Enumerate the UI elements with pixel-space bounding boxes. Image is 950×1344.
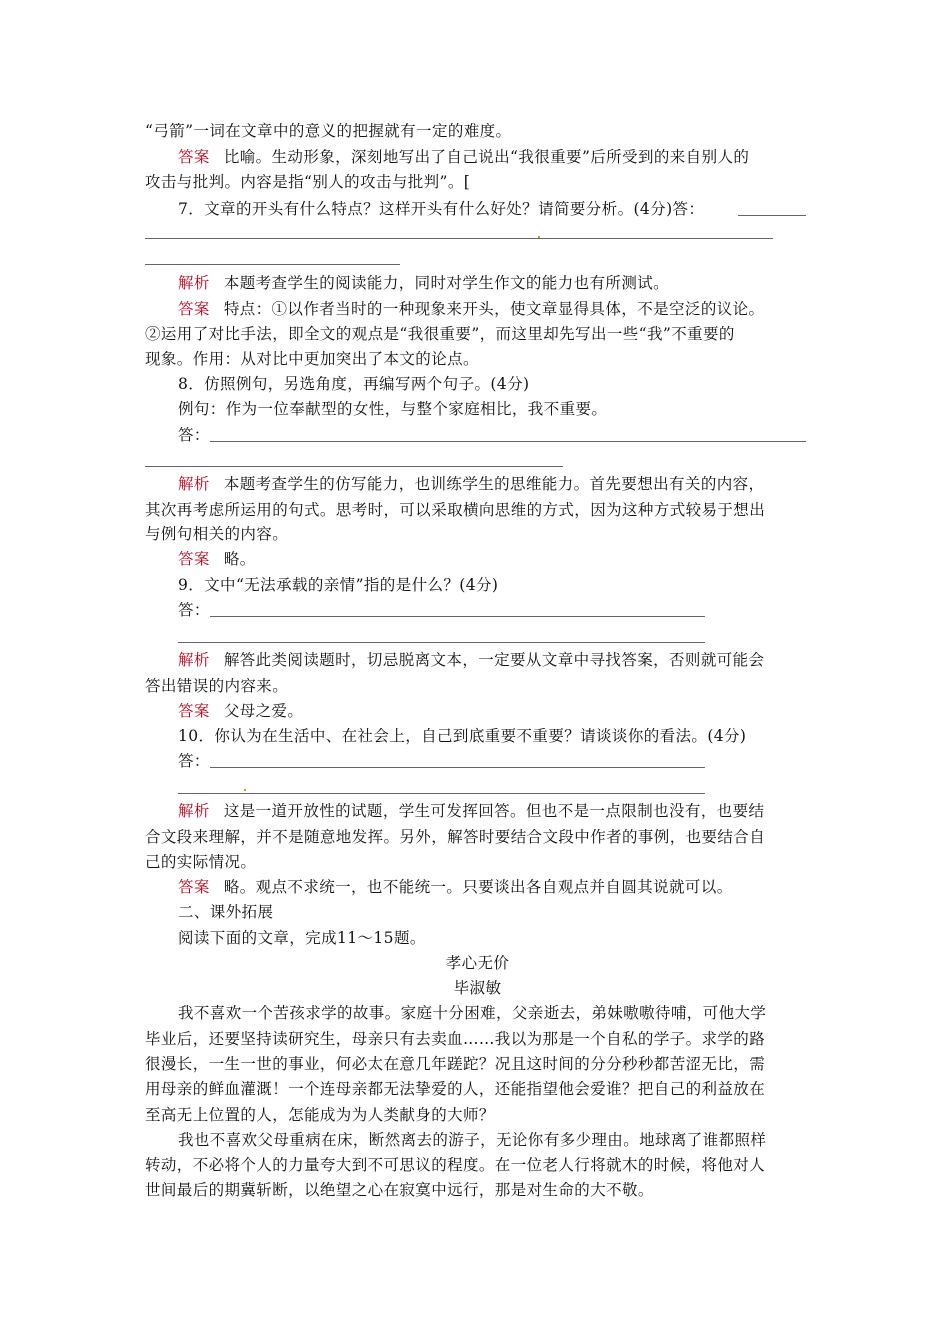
speck-mark	[244, 789, 246, 791]
answer-tag: 答案	[178, 550, 210, 568]
article-author: 毕淑敏	[453, 979, 502, 997]
analysis-tag: 解析	[178, 475, 210, 493]
analysis-8	[178, 474, 810, 494]
text-line: 其次再考虑所运用的句式。思考时，可以采取横向思维的方式，因为这种方式较易于想出	[145, 501, 766, 519]
question-10: 10．你认为在生活中、在社会上，自己到底重要不重要？请谈谈你的看法。(4分)	[178, 727, 747, 745]
text-line: 答出错误的内容来。	[145, 677, 289, 695]
text-line: ②运用了对比手法，即全文的观点是“我很重要”，而这里却先写出一些“我”不重要的	[145, 325, 735, 343]
answer-blank-line	[145, 238, 773, 239]
analysis-text: 本题考查学生的仿写能力，也训练学生的思维能力。首先要想出有关的内容，	[223, 475, 765, 493]
answer-blank-line	[210, 616, 705, 617]
question-8: 8．仿照例句，另选角度，再编写两个句子。(4分)	[178, 375, 530, 393]
text-line: 合文段来理解，并不是随意地发挥。另外，解答时要结合文段中作者的事例，也要结合自	[145, 828, 766, 846]
example-sentence: 例句：作为一位奉献型的女性，与整个家庭相比，我不重要。	[178, 400, 608, 418]
answer-blank-line	[178, 642, 705, 643]
text-line: “弓箭”一词在文章中的意义的把握就有一定的难度。	[145, 122, 512, 140]
answer-label: 答：	[178, 426, 210, 444]
paragraph-line: 我不喜欢一个苦孩求学的故事。家庭十分困难，父亲逝去，弟妹嗷嗷待哺，可他大学	[178, 1004, 767, 1022]
answer-9	[178, 701, 810, 721]
paragraph-line: 至高无上位置的人，怎能成为为人类献身的大师？	[145, 1106, 495, 1124]
answer-label: 答：	[178, 601, 210, 619]
question-7: 7．文章的开头有什么特点？这样开头有什么好处？请简要分析。(4分)答：	[178, 200, 705, 218]
analysis-tag: 解析	[178, 651, 210, 669]
analysis-10	[178, 801, 810, 821]
answer-6	[178, 147, 810, 167]
answer-7	[178, 299, 810, 319]
question-9: 9．文中“无法承载的亲情”指的是什么？(4分)	[178, 576, 499, 594]
answer-text: 略。观点不求统一，也不能统一。只要谈出各自观点并自圆其说就可以。	[223, 878, 733, 896]
paragraph-line: 毕业后，还要坚持读研究生，母亲只有去卖血……我以为那是一个自私的学子。求学的路	[145, 1030, 766, 1048]
analysis-9	[178, 650, 810, 670]
paragraph-line: 我也不喜欢父母重病在床，断然离去的游子，无论你有多少理由。地球离了谁都照样	[178, 1131, 767, 1149]
answer-text: 略。	[223, 550, 256, 568]
analysis-tag: 解析	[178, 802, 210, 820]
instruction: 阅读下面的文章，完成11～15题。	[178, 929, 426, 947]
answer-tag: 答案	[178, 702, 210, 720]
answer-tag: 答案	[178, 148, 210, 166]
answer-tag: 答案	[178, 300, 210, 318]
answer-blank-line	[738, 215, 806, 216]
paragraph-line: 很漫长，一生一世的事业，何必太在意几年蹉跎？况且这时间的分分秒秒都苦涩无比，需	[145, 1055, 766, 1073]
answer-blank-line	[210, 441, 806, 442]
paragraph-line: 转动，不必将个人的力量夸大到不可思议的程度。在一位老人行将就木的时候，将他对人	[145, 1156, 766, 1174]
answer-text: 比喻。生动形象，深刻地写出了自己说出“我很重要”后所受到的来自别人的	[223, 148, 750, 166]
speck-mark	[538, 236, 540, 238]
text-line: 己的实际情况。	[145, 853, 257, 871]
answer-10	[178, 877, 810, 897]
article-title: 孝心无价	[445, 954, 510, 972]
text-line: 现象。作用：从对比中更加突出了本文的论点。	[145, 350, 479, 368]
answer-blank-line	[210, 767, 705, 768]
answer-text: 父母之爱。	[223, 702, 304, 720]
analysis-text: 这是一道开放性的试题，学生可发挥回答。但也不是一点限制也没有，也要结	[223, 802, 765, 820]
answer-blank-line	[145, 264, 400, 265]
analysis-7	[178, 273, 810, 293]
paragraph-line: 用母亲的鲜血灌溉！一个连母亲都无法挚爱的人，还能指望他会爱谁？把自己的利益放在	[145, 1080, 766, 1098]
analysis-tag: 解析	[178, 274, 210, 292]
answer-blank-line	[178, 793, 705, 794]
answer-8	[178, 549, 810, 569]
analysis-text: 本题考查学生的阅读能力，同时对学生作文的能力也有所测试。	[223, 274, 670, 292]
answer-label: 答：	[178, 752, 210, 770]
analysis-text: 解答此类阅读题时，切忌脱离文本，一定要从文章中寻找答案，否则就可能会	[223, 651, 765, 669]
section-heading: 二、课外拓展	[178, 903, 274, 921]
answer-tag: 答案	[178, 878, 210, 896]
answer-blank-line	[145, 466, 563, 467]
text-line: 攻击与批判。内容是指“别人的攻击与批判”。[	[145, 173, 471, 191]
text-line: 与例句相关的内容。	[145, 525, 289, 543]
paragraph-line: 世间最后的期冀斩断，以绝望之心在寂寞中远行，那是对生命的大不敬。	[145, 1181, 654, 1199]
answer-text: 特点：①以作者当时的一种现象来开头，使文章显得具体，不是空泛的议论。	[223, 300, 765, 318]
